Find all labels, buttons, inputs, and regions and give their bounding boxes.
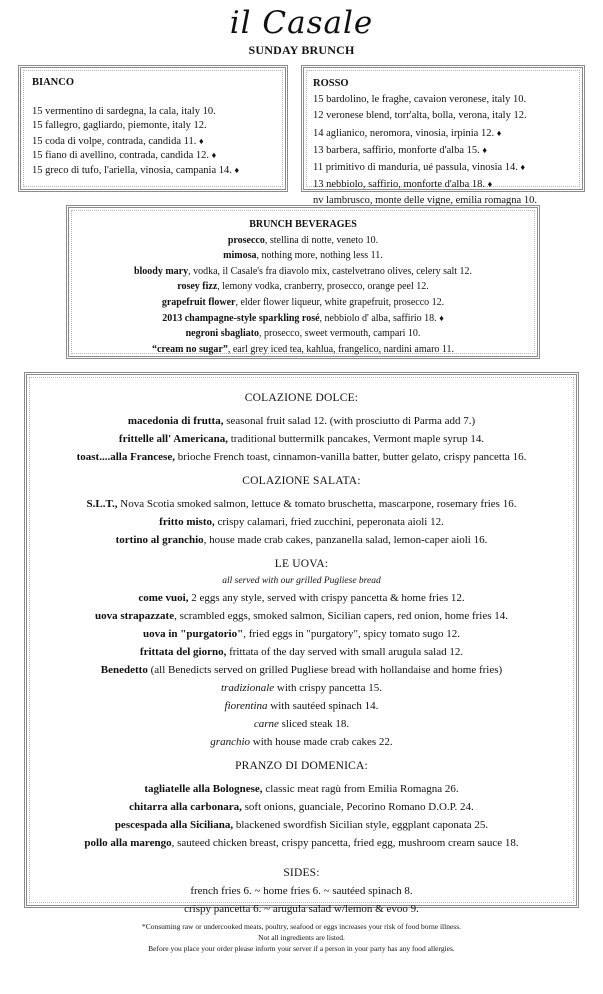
menu-item: pescespada alla Siciliana, blackened swordfish Sicilian style, eggplant caponata 25. <box>114 819 489 831</box>
wine-item: nv lambrusco, monte delle vigne, emilia romagna 10. <box>313 195 537 207</box>
footer-line: Before you place your order please inform your server if a person in your party has any food allergies. <box>148 944 455 953</box>
menu-item: chitarra alla carbonara, soft onions, guanciale, Pecorino Romano D.O.P. 24. <box>129 801 474 813</box>
le-uova-title: LE UOVA: <box>274 558 329 570</box>
beverages-section <box>66 205 540 359</box>
diamond-icon: ♦ <box>198 135 204 146</box>
footer-disclaimer <box>0 921 603 954</box>
menu-item: tortino al granchio, house made crab cakes, panzanella salad, lemon-caper aioli 16. <box>115 534 488 546</box>
rosso-section <box>301 65 585 207</box>
wine-item: 15 fiano di avellino, contrada, candida 12. ♦ <box>32 150 217 162</box>
menu-item: S.L.T., Nova Scotia smoked salmon, lettuce & tomato bruschetta, mascarpone, rosemary fries 16. <box>86 498 517 510</box>
beverage-item: 2013 champagne-style sparkling rosé, nebbiolo d' alba, saffirio 18. ♦ <box>162 312 444 324</box>
wine-item: 15 greco di tufo, l'ariella, vinosia, campania 14. ♦ <box>32 164 240 176</box>
menu-item: toast....alla Francese, brioche French toast, cinnamon-vanilla batter, butter gelato, crispy pancetta 16. <box>76 451 527 463</box>
benedict-item: tradizionale with crispy pancetta 15. <box>220 682 382 694</box>
colazione-dolce-title: COLAZIONE DOLCE: <box>244 392 359 404</box>
menu-item: frittelle all' Americana, traditional buttermilk pancakes, Vermont maple syrup 14. <box>118 433 485 445</box>
wine-item: 13 barbera, saffirio, monforte d'alba 15. ♦ <box>313 144 487 156</box>
wine-item: 13 nebbiolo, saffirio, monforte d'alba 18. ♦ <box>313 179 493 191</box>
beverage-item: bloody mary, vodka, il Casale's fra diavolo mix, castelvetrano olives, celery salt 12. <box>133 265 473 277</box>
beverages-title: BRUNCH BEVERAGES <box>249 219 357 230</box>
menu-item: come vuoi, 2 eggs any style, served with crispy pancetta & home fries 12. <box>138 592 465 604</box>
diamond-icon: ♦ <box>439 312 444 323</box>
wine-item: 12 veronese blend, torr'alta, bolla, verona, italy 12. <box>313 110 527 122</box>
beverage-item: prosecco, stellina di notte, veneto 10. <box>227 234 379 246</box>
beverage-item: negroni sbagliato, prosecco, sweet vermouth, campari 10. <box>185 328 421 340</box>
diamond-icon: ♦ <box>487 179 493 190</box>
colazione-salata-title: COLAZIONE SALATA: <box>242 475 361 487</box>
menu-item: uova in "purgatorio", fried eggs in "purgatory", spicy tomato sugo 12. <box>142 628 461 640</box>
diamond-icon: ♦ <box>234 164 240 175</box>
benedict-item: granchio with house made crab cakes 22. <box>210 736 393 748</box>
uova-note: all served with our grilled Pugliese bread <box>222 576 381 586</box>
menu-item: Benedetto (all Benedicts served on grilled Pugliese bread with hollandaise and home fries) <box>100 664 503 676</box>
menu-subtitle: SUNDAY BRUNCH <box>248 43 355 57</box>
wine-item: 15 vermentino di sardegna, la cala, italy 10. <box>32 105 216 117</box>
menu-item: tagliatelle alla Bolognese, classic meat ragù from Emilia Romagna 26. <box>144 783 459 795</box>
diamond-icon: ♦ <box>211 150 217 161</box>
benedict-item: fiorentina with sautéed spinach 14. <box>224 700 379 712</box>
menu-item: macedonia di frutta, seasonal fruit salad 12. (with prosciutto di Parma add 7.) <box>127 415 476 427</box>
footer-line: Not all ingredients are listed. <box>258 933 345 942</box>
diamond-icon: ♦ <box>520 162 526 173</box>
diamond-icon: ♦ <box>496 127 502 138</box>
sides-title: SIDES: <box>283 867 320 879</box>
rosso-title: ROSSO <box>313 78 349 89</box>
wine-item: 15 bardolino, le fraghe, cavaion veronese, italy 10. <box>313 94 527 106</box>
wine-item: 15 fallegro, gagliardo, piemonte, italy 12. <box>32 120 207 132</box>
footer-line: *Consuming raw or undercooked meats, poultry, seafood or eggs increases your risk of food borne illness. <box>141 922 462 931</box>
menu-item: uova strapazzate, scrambled eggs, smoked salmon, Sicilian capers, red onion, home fries 14. <box>94 610 509 622</box>
sides-line: french fries 6. ~ home fries 6. ~ sautéed spinach 8. <box>190 885 413 897</box>
restaurant-logo: il Casale <box>229 5 374 41</box>
menu-item: frittata del giorno, frittata of the day served with small arugula salad 12. <box>139 646 464 658</box>
beverage-item: mimosa, nothing more, nothing less 11. <box>223 250 383 262</box>
wine-item: 14 aglianico, neromora, vinosia, irpinia 12. ♦ <box>313 127 502 139</box>
main-menu-section <box>24 372 579 915</box>
beverage-item: rosey fizz, lemony vodka, cranberry, prosecco, orange peel 12. <box>177 281 429 293</box>
beverage-item: grapefruit flower, elder flower liqueur, white grapefruit, prosecco 12. <box>161 296 445 308</box>
bianco-title: BIANCO <box>32 77 75 88</box>
benedict-item: carne sliced steak 18. <box>253 718 350 730</box>
pranzo-title: PRANZO DI DOMENICA: <box>235 760 368 772</box>
diamond-icon: ♦ <box>482 144 487 155</box>
menu-item: fritto misto, crispy calamari, fried zucchini, peperonata aioli 12. <box>159 516 444 528</box>
bianco-section <box>18 65 288 192</box>
beverage-item: “cream no sugar”, earl grey iced tea, kahlua, frangelico, nardini amaro 11. <box>151 343 455 355</box>
wine-item: 15 coda di volpe, contrada, candida 11. ♦ <box>32 135 204 147</box>
menu-item: pollo alla marengo, sauteed chicken breast, crispy pancetta, fried egg, mushroom cream sauce 18. <box>84 837 519 849</box>
wine-item: 11 primitivo di manduria, ué passula, vinosia 14. ♦ <box>313 162 526 174</box>
sides-line: crispy pancetta 6. ~ arugula salad w/lemon & evoo 9. <box>184 903 419 915</box>
